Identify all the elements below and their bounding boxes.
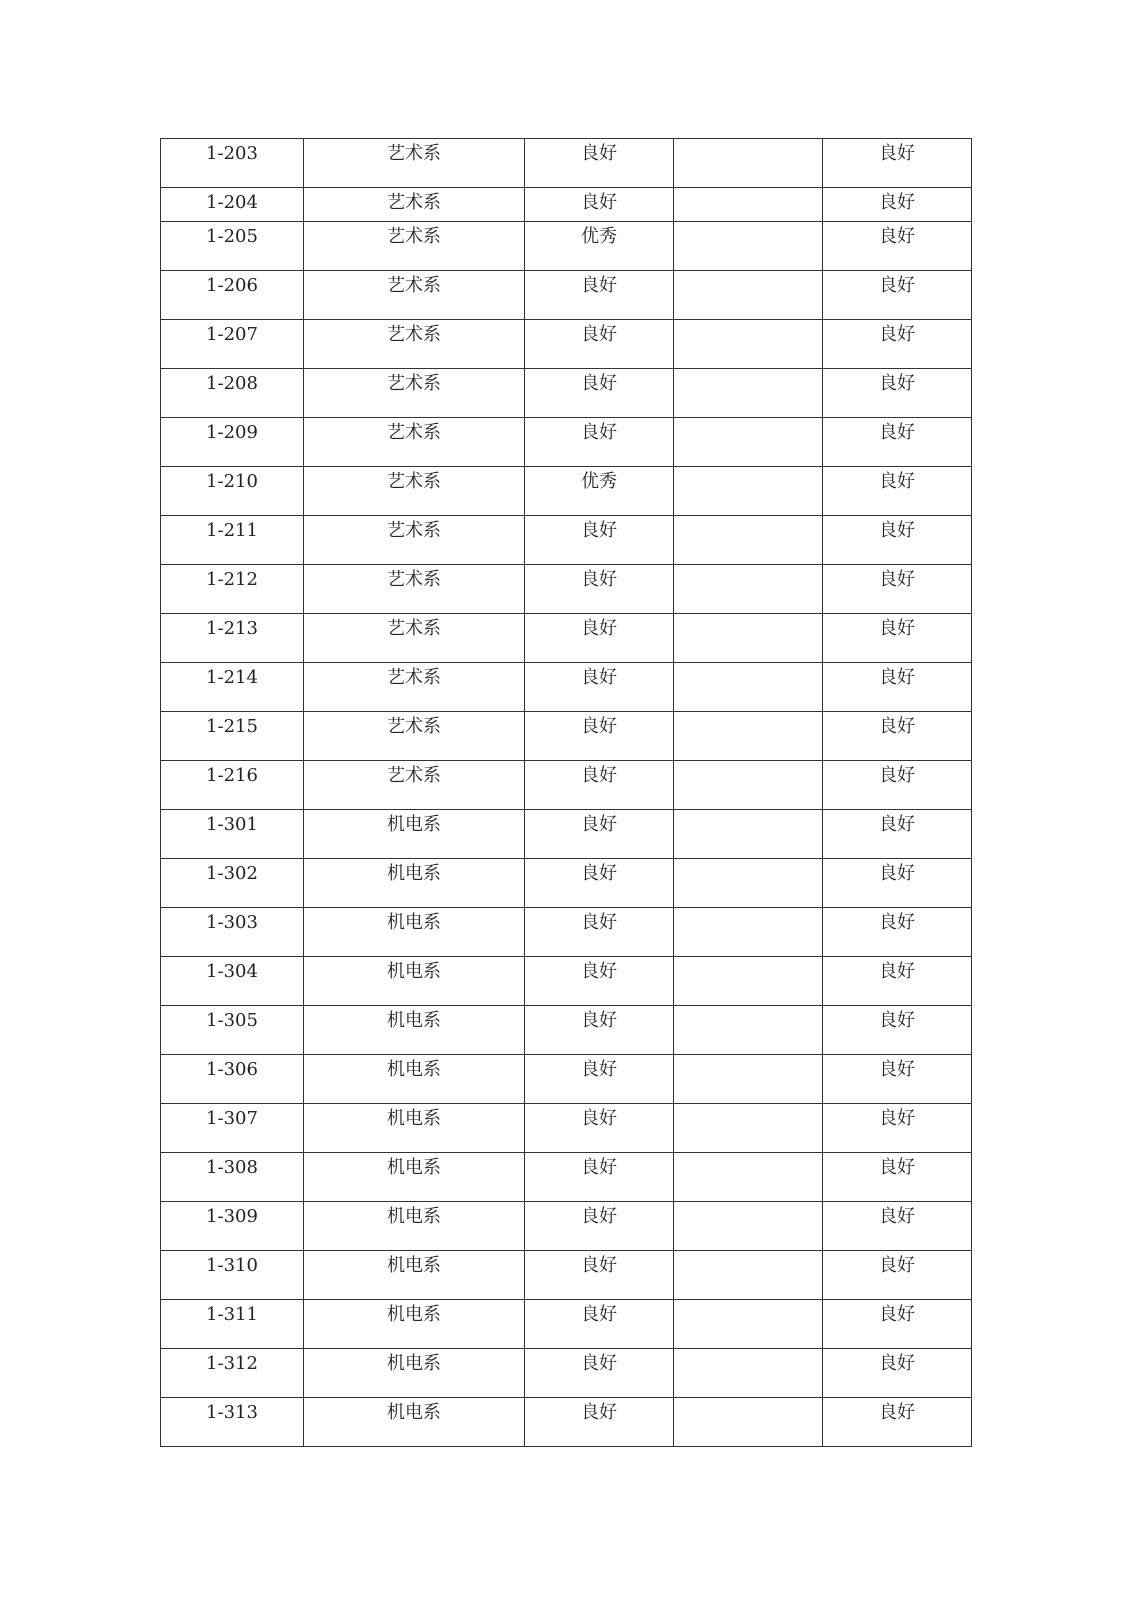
- remark-cell: [674, 139, 823, 188]
- department-cell: 艺术系: [304, 516, 525, 565]
- result-cell: 良好: [823, 1153, 972, 1202]
- result-cell: 良好: [823, 320, 972, 369]
- remark-cell: [674, 1006, 823, 1055]
- room-number-cell: 1-305: [161, 1006, 304, 1055]
- table-row: [161, 1202, 972, 1251]
- remark-cell: [674, 516, 823, 565]
- department-cell: 艺术系: [304, 565, 525, 614]
- department-cell: 艺术系: [304, 418, 525, 467]
- department-cell: 机电系: [304, 1251, 525, 1300]
- rating-cell: 良好: [525, 1202, 674, 1251]
- department-cell: 机电系: [304, 1006, 525, 1055]
- table-row: [161, 1153, 972, 1202]
- table-row: [161, 712, 972, 761]
- room-number-cell: 1-206: [161, 271, 304, 320]
- result-cell: 良好: [823, 467, 972, 516]
- department-cell: 机电系: [304, 859, 525, 908]
- rating-cell: 良好: [525, 188, 674, 222]
- result-cell: 良好: [823, 222, 972, 271]
- rating-cell: 良好: [525, 712, 674, 761]
- department-cell: 艺术系: [304, 761, 525, 810]
- department-cell: 机电系: [304, 810, 525, 859]
- remark-cell: [674, 222, 823, 271]
- remark-cell: [674, 859, 823, 908]
- remark-cell: [674, 320, 823, 369]
- result-cell: 良好: [823, 1398, 972, 1447]
- rating-cell: 良好: [525, 1251, 674, 1300]
- result-cell: 良好: [823, 1300, 972, 1349]
- rating-cell: 良好: [525, 565, 674, 614]
- department-cell: 机电系: [304, 1055, 525, 1104]
- table-row: [161, 369, 972, 418]
- result-cell: 良好: [823, 1006, 972, 1055]
- department-cell: 艺术系: [304, 320, 525, 369]
- result-cell: 良好: [823, 859, 972, 908]
- department-cell: 机电系: [304, 1349, 525, 1398]
- room-number-cell: 1-301: [161, 810, 304, 859]
- department-cell: 艺术系: [304, 271, 525, 320]
- result-cell: 良好: [823, 1104, 972, 1153]
- room-number-cell: 1-304: [161, 957, 304, 1006]
- result-cell: 良好: [823, 614, 972, 663]
- remark-cell: [674, 663, 823, 712]
- remark-cell: [674, 614, 823, 663]
- department-cell: 机电系: [304, 957, 525, 1006]
- table-row: [161, 761, 972, 810]
- room-number-cell: 1-302: [161, 859, 304, 908]
- result-cell: 良好: [823, 1251, 972, 1300]
- table-body: [161, 139, 972, 1447]
- table-row: [161, 1349, 972, 1398]
- remark-cell: [674, 1251, 823, 1300]
- rating-cell: 良好: [525, 418, 674, 467]
- rating-cell: 良好: [525, 908, 674, 957]
- room-number-cell: 1-303: [161, 908, 304, 957]
- rating-cell: 良好: [525, 810, 674, 859]
- department-cell: 艺术系: [304, 139, 525, 188]
- rating-cell: 良好: [525, 139, 674, 188]
- table-row: [161, 859, 972, 908]
- remark-cell: [674, 369, 823, 418]
- department-cell: 艺术系: [304, 712, 525, 761]
- remark-cell: [674, 1202, 823, 1251]
- department-cell: 机电系: [304, 1398, 525, 1447]
- room-number-cell: 1-203: [161, 139, 304, 188]
- table-row: [161, 1398, 972, 1447]
- room-number-cell: 1-309: [161, 1202, 304, 1251]
- table-row: [161, 957, 972, 1006]
- result-cell: 良好: [823, 761, 972, 810]
- department-cell: 艺术系: [304, 467, 525, 516]
- rating-cell: 良好: [525, 859, 674, 908]
- rating-cell: 良好: [525, 1300, 674, 1349]
- room-number-cell: 1-215: [161, 712, 304, 761]
- table-row: [161, 516, 972, 565]
- rating-cell: 良好: [525, 614, 674, 663]
- room-number-cell: 1-214: [161, 663, 304, 712]
- rating-cell: 良好: [525, 369, 674, 418]
- rating-cell: 良好: [525, 1055, 674, 1104]
- table-row: [161, 467, 972, 516]
- department-cell: 艺术系: [304, 614, 525, 663]
- result-cell: 良好: [823, 810, 972, 859]
- result-cell: 良好: [823, 663, 972, 712]
- result-cell: 良好: [823, 565, 972, 614]
- remark-cell: [674, 908, 823, 957]
- remark-cell: [674, 1398, 823, 1447]
- rating-cell: 优秀: [525, 222, 674, 271]
- room-number-cell: 1-308: [161, 1153, 304, 1202]
- table-row: [161, 663, 972, 712]
- room-number-cell: 1-204: [161, 188, 304, 222]
- remark-cell: [674, 810, 823, 859]
- table-row: [161, 320, 972, 369]
- rating-cell: 良好: [525, 1349, 674, 1398]
- rating-cell: 良好: [525, 761, 674, 810]
- result-cell: 良好: [823, 369, 972, 418]
- rating-cell: 良好: [525, 1398, 674, 1447]
- rating-cell: 良好: [525, 957, 674, 1006]
- result-cell: 良好: [823, 712, 972, 761]
- table-row: [161, 271, 972, 320]
- table-row: [161, 1300, 972, 1349]
- room-number-cell: 1-208: [161, 369, 304, 418]
- room-number-cell: 1-311: [161, 1300, 304, 1349]
- room-number-cell: 1-310: [161, 1251, 304, 1300]
- result-cell: 良好: [823, 1055, 972, 1104]
- department-cell: 艺术系: [304, 663, 525, 712]
- remark-cell: [674, 1349, 823, 1398]
- room-number-cell: 1-210: [161, 467, 304, 516]
- rating-cell: 优秀: [525, 467, 674, 516]
- rating-cell: 良好: [525, 1153, 674, 1202]
- table-row: [161, 188, 972, 222]
- department-cell: 艺术系: [304, 188, 525, 222]
- remark-cell: [674, 188, 823, 222]
- remark-cell: [674, 712, 823, 761]
- table-row: [161, 1055, 972, 1104]
- department-cell: 机电系: [304, 1153, 525, 1202]
- rating-cell: 良好: [525, 1104, 674, 1153]
- result-cell: 良好: [823, 271, 972, 320]
- room-number-cell: 1-211: [161, 516, 304, 565]
- table-row: [161, 418, 972, 467]
- department-cell: 机电系: [304, 908, 525, 957]
- remark-cell: [674, 418, 823, 467]
- result-cell: 良好: [823, 516, 972, 565]
- table-row: [161, 614, 972, 663]
- department-cell: 艺术系: [304, 222, 525, 271]
- result-cell: 良好: [823, 908, 972, 957]
- room-number-cell: 1-205: [161, 222, 304, 271]
- rating-cell: 良好: [525, 271, 674, 320]
- table-row: [161, 139, 972, 188]
- rating-cell: 良好: [525, 320, 674, 369]
- remark-cell: [674, 1055, 823, 1104]
- result-cell: 良好: [823, 188, 972, 222]
- result-cell: 良好: [823, 957, 972, 1006]
- room-number-cell: 1-216: [161, 761, 304, 810]
- department-cell: 机电系: [304, 1202, 525, 1251]
- remark-cell: [674, 467, 823, 516]
- table-row: [161, 222, 972, 271]
- table-row: [161, 565, 972, 614]
- department-cell: 艺术系: [304, 369, 525, 418]
- room-number-cell: 1-213: [161, 614, 304, 663]
- room-number-cell: 1-312: [161, 1349, 304, 1398]
- result-cell: 良好: [823, 418, 972, 467]
- room-number-cell: 1-307: [161, 1104, 304, 1153]
- room-number-cell: 1-313: [161, 1398, 304, 1447]
- remark-cell: [674, 1153, 823, 1202]
- table-row: [161, 810, 972, 859]
- room-number-cell: 1-212: [161, 565, 304, 614]
- remark-cell: [674, 957, 823, 1006]
- table-row: [161, 1006, 972, 1055]
- room-number-cell: 1-207: [161, 320, 304, 369]
- remark-cell: [674, 1300, 823, 1349]
- remark-cell: [674, 271, 823, 320]
- room-number-cell: 1-209: [161, 418, 304, 467]
- rating-cell: 良好: [525, 663, 674, 712]
- department-cell: 机电系: [304, 1300, 525, 1349]
- rating-cell: 良好: [525, 1006, 674, 1055]
- remark-cell: [674, 565, 823, 614]
- dormitory-inspection-table: [160, 138, 972, 1447]
- department-cell: 机电系: [304, 1104, 525, 1153]
- result-cell: 良好: [823, 1349, 972, 1398]
- result-cell: 良好: [823, 1202, 972, 1251]
- result-cell: 良好: [823, 139, 972, 188]
- remark-cell: [674, 1104, 823, 1153]
- table-row: [161, 908, 972, 957]
- table-row: [161, 1251, 972, 1300]
- remark-cell: [674, 761, 823, 810]
- table-row: [161, 1104, 972, 1153]
- rating-cell: 良好: [525, 516, 674, 565]
- room-number-cell: 1-306: [161, 1055, 304, 1104]
